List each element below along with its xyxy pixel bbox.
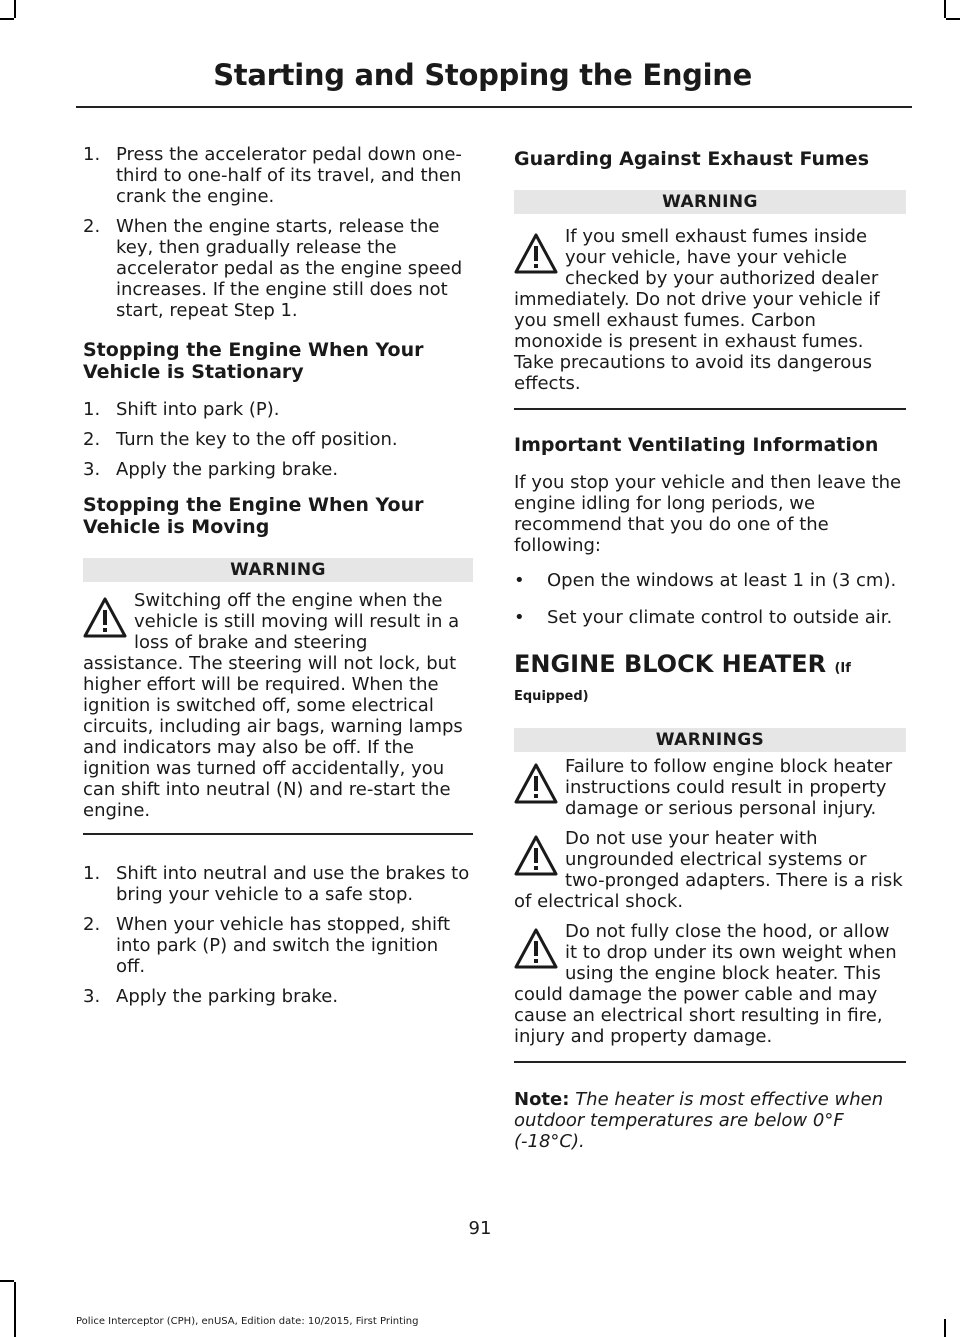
footer-edition: Police Interceptor (CPH), enUSA, Edition date: 10/2015, First Printing — [76, 1316, 419, 1327]
heater-heading-text: ENGINE BLOCK HEATER — [514, 650, 827, 678]
page-title: Starting and Stopping the Engine — [213, 58, 752, 92]
step-number: 3. — [83, 459, 101, 480]
warnings-label: WARNINGS — [514, 728, 906, 752]
bullet-text: Open the windows at least 1 in (3 cm). — [547, 570, 897, 591]
list-item — [83, 863, 473, 905]
crop-mark — [944, 1319, 946, 1337]
step-text: When your vehicle has stopped, shift into park (P) and switch the ignition off. — [116, 914, 451, 977]
right-column — [514, 144, 906, 1152]
warning-text: If you smell exhaust fumes inside your vehicle, have your vehicle checked by your authorized dealer immediately. Do not drive your vehicle if you smell exhaust fumes. Carbon monoxide is present in exhaust fumes. Take precautions to avoid its dangerous effects. — [514, 226, 880, 394]
header-rule — [76, 106, 912, 108]
step-number: 3. — [83, 986, 101, 1007]
warning-label: WARNING — [514, 190, 906, 214]
crop-mark — [14, 0, 16, 18]
warning-text: Do not fully close the hood, or allow it to drop under its own weight when using the engine block heater. This could damage the power cable and may cause an electrical short resulting in fire, injury and property damage. — [514, 921, 897, 1047]
step-number: 1. — [83, 399, 101, 420]
list-item — [83, 914, 473, 977]
section-heading-exhaust: Guarding Against Exhaust Fumes — [514, 148, 870, 170]
step-text: Apply the parking brake. — [116, 986, 339, 1007]
step-number: 2. — [83, 429, 101, 450]
note-label: Note: — [514, 1089, 570, 1110]
warning-block — [514, 756, 906, 819]
step-number: 1. — [83, 144, 101, 165]
crop-mark — [0, 1280, 14, 1282]
crop-mark — [14, 1282, 16, 1337]
step-number: 1. — [83, 863, 101, 884]
crop-mark — [946, 18, 960, 20]
bullet: • — [514, 570, 525, 591]
warning-block — [514, 226, 906, 394]
crop-mark — [0, 18, 14, 20]
bullet: • — [514, 607, 525, 628]
list-item — [514, 570, 906, 591]
list-item — [83, 216, 473, 321]
note — [514, 1089, 906, 1152]
ventilating-bullets — [514, 570, 906, 628]
step-text: Shift into neutral and use the brakes to bring your vehicle to a safe stop. — [116, 863, 470, 905]
crop-mark — [944, 0, 946, 18]
list-item — [83, 429, 473, 450]
section-heading-heater — [514, 650, 906, 683]
warning-divider — [83, 833, 473, 835]
step-number: 2. — [83, 216, 101, 237]
warning-triangle-icon — [514, 927, 562, 979]
left-column — [83, 144, 473, 1016]
list-item — [83, 399, 473, 420]
stationary-steps — [83, 399, 473, 480]
section-heading-ventilating: Important Ventilating Information — [514, 434, 879, 456]
warning-divider — [514, 408, 906, 410]
warning-text: Failure to follow engine block heater instructions could result in property damage or serious personal injury. — [565, 756, 893, 819]
list-item — [83, 986, 473, 1007]
bullet-text: Set your climate control to outside air. — [547, 607, 893, 628]
warning-block — [514, 828, 906, 912]
section-heading-stationary: Stopping the Engine When Your Vehicle is Stationary — [83, 339, 424, 383]
step-text: When the engine starts, release the key, then gradually release the accelerator pedal as the engine speed increases. If the engine still does not start, repeat Step 1. — [116, 216, 463, 321]
warning-triangle-icon — [514, 762, 562, 814]
step-number: 2. — [83, 914, 101, 935]
ventilating-text: If you stop your vehicle and then leave the engine idling for long periods, we recommend that you do one of the following: — [514, 472, 902, 556]
warning-divider — [514, 1061, 906, 1063]
warning-block — [83, 590, 473, 821]
step-text: Shift into park (P). — [116, 399, 280, 420]
step-text: Turn the key to the off position. — [116, 429, 398, 450]
warning-triangle-icon — [514, 834, 562, 886]
list-item — [514, 607, 906, 628]
warning-block — [514, 921, 906, 1047]
heater-heading-suffix: (If — [834, 661, 851, 676]
list-item — [83, 144, 473, 207]
list-item — [83, 459, 473, 480]
section-heading-moving: Stopping the Engine When Your Vehicle is Moving — [83, 494, 424, 538]
moving-steps — [83, 863, 473, 1007]
warning-triangle-icon — [514, 232, 562, 284]
intro-steps — [83, 144, 473, 321]
heater-equipped-label: Equipped) — [514, 689, 589, 704]
warning-text: Switching off the engine when the vehicle is still moving will result in a loss of brake and steering assistance. The steering will not lock, but higher effort will be required. When the ignition is switched off, some electrical circuits, including air bags, warning lamps and indicators may also be off. If the ignition was turned off accidentally, you can shift into neutral (N) and re-start the engine. — [83, 590, 463, 821]
warning-text: Do not use your heater with ungrounded electrical systems or two-pronged adapters. There is a risk of electrical shock. — [514, 828, 903, 912]
step-text: Press the accelerator pedal down one-third to one-half of its travel, and then crank the engine. — [116, 144, 462, 207]
note-text: The heater is most effective when outdoor temperatures are below 0°F (-18°C). — [514, 1089, 884, 1152]
warning-triangle-icon — [83, 596, 131, 648]
step-text: Apply the parking brake. — [116, 459, 339, 480]
warning-label: WARNING — [83, 558, 473, 582]
page-number: 91 — [468, 1218, 492, 1239]
